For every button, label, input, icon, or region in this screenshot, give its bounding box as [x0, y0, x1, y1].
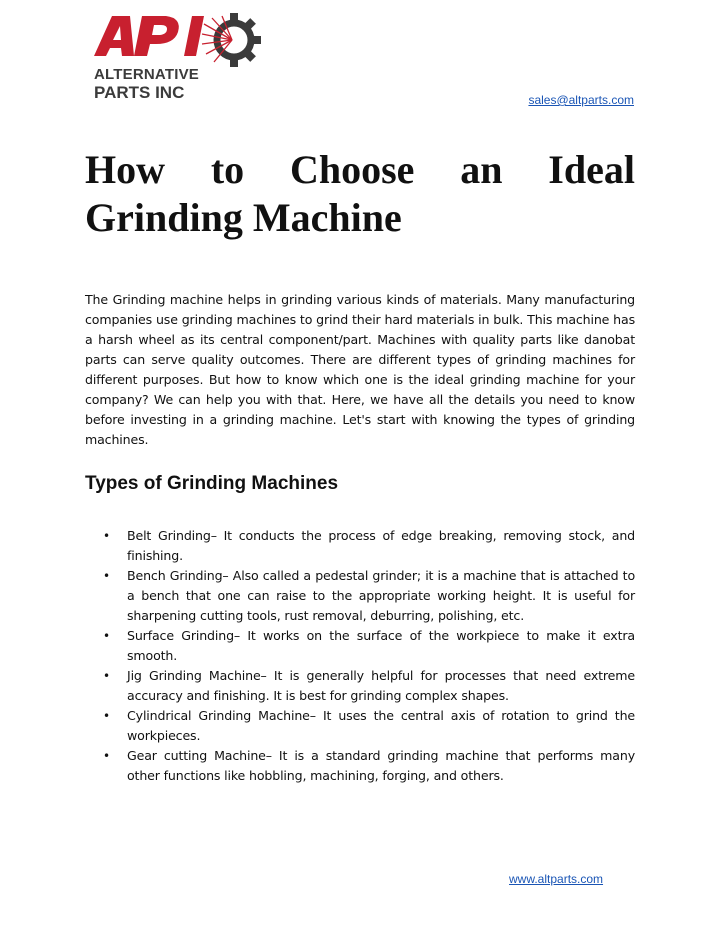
- intro-paragraph: The Grinding machine helps in grinding various kinds of materials. Many manufacturing companies use grinding machines to grind their hard materials in bulk. This machine has a harsh wheel as its central component/part. Machines with quality parts like danobat parts can serve quality outcomes. There are different types of grinding machines for different purposes. But how to know which one is the ideal grinding machine for your company? We can help you with that. Here, we have all the details you need to know before investing in a grinding machine. Let's start with knowing the types of grinding machines.: [85, 292, 635, 447]
- list-item: [85, 706, 635, 746]
- list-item-text: Cylindrical Grinding Machine– It uses the central axis of rotation to grind the workpieces.: [127, 708, 635, 743]
- list-item-text: Belt Grinding– It conducts the process of edge breaking, removing stock, and finishing.: [127, 528, 635, 563]
- title-word: How: [85, 147, 165, 192]
- title-word: to: [210, 147, 245, 192]
- company-logo: [92, 10, 264, 100]
- section-heading: Types of Grinding Machines: [85, 473, 339, 494]
- title-word: an: [460, 147, 503, 192]
- list-item-text: Gear cutting Machine– It is a standard grinding machine that performs many other functions like hobbling, machining, forging, and others.: [127, 748, 635, 783]
- list-item: [85, 566, 635, 626]
- title-line-2: Grinding Machine: [85, 195, 402, 240]
- list-item-text: Surface Grinding– It works on the surface of the workpiece to make it extra smooth.: [127, 628, 635, 663]
- types-list: [85, 526, 635, 786]
- list-item-text: Bench Grinding– Also called a pedestal grinder; it is a machine that is attached to a bench that one can raise to the appropriate working height. It is useful for sharpening cutting tools, rust removal, deburring, polishing, etc.: [127, 568, 635, 623]
- bullet-icon: •: [103, 529, 110, 543]
- bullet-icon: •: [103, 569, 110, 583]
- title-word: Choose: [289, 147, 415, 192]
- logo-line-alternative: ALTERNATIVE: [94, 66, 199, 83]
- bullet-icon: •: [103, 749, 110, 763]
- page-title: [85, 146, 635, 242]
- list-item: [85, 626, 635, 666]
- list-item: [85, 526, 635, 566]
- list-item-text: Jig Grinding Machine– It is generally helpful for processes that need extreme accuracy and finishing. It is best for grinding complex shapes.: [127, 668, 635, 703]
- title-line-1: [85, 146, 635, 194]
- list-item: [85, 746, 635, 786]
- bullet-icon: •: [103, 629, 110, 643]
- logo-line-parts-inc: PARTS INC: [94, 83, 185, 102]
- list-item: [85, 666, 635, 706]
- logo-mark: [92, 10, 264, 70]
- bullet-icon: •: [103, 669, 110, 683]
- header-email-link[interactable]: sales@altparts.com: [528, 93, 634, 107]
- title-word: Ideal: [548, 147, 635, 192]
- footer-website-link[interactable]: www.altparts.com: [509, 872, 604, 886]
- bullet-icon: •: [103, 709, 110, 723]
